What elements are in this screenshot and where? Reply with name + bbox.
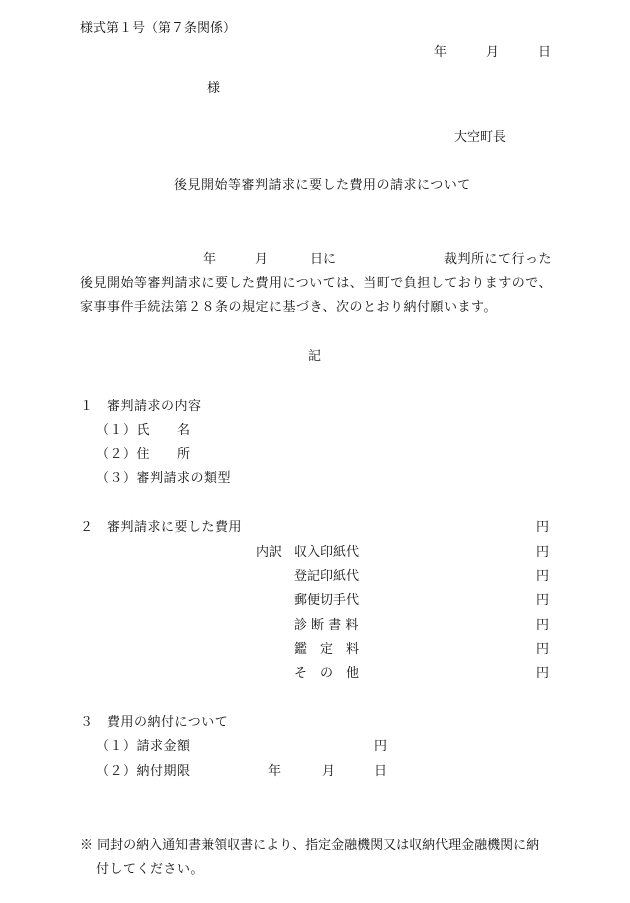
cost-item-unit: 円 xyxy=(536,545,550,560)
ki-heading: 記 xyxy=(308,349,322,364)
section1-heading: １ 審判請求の内容 xyxy=(80,399,202,414)
cost-item-unit: 円 xyxy=(536,569,550,584)
due-month: 月 xyxy=(322,764,336,779)
section1-item-address: （２）住 所 xyxy=(96,447,191,462)
document-title: 後見開始等審判請求に要した費用の請求について xyxy=(174,178,471,193)
date-month: 月 xyxy=(486,45,500,60)
cost-item-unit: 円 xyxy=(536,642,550,657)
cost-item-unit: 円 xyxy=(536,618,550,633)
body-line-2: 後見開始等審判請求に要した費用については、当町で負担しておりますので、 xyxy=(80,276,552,291)
breakdown-label: 内訳 xyxy=(256,545,283,560)
date-year: 年 xyxy=(434,45,448,60)
cost-item-label: 収入印紙代 xyxy=(294,545,360,560)
body-court: 裁判所にて行った xyxy=(444,252,553,267)
sender-name: 大空町長 xyxy=(454,130,507,145)
body-year: 年 xyxy=(203,252,217,267)
cost-item-label: そ の 他 xyxy=(294,666,360,681)
amount-label: （１）請求金額 xyxy=(96,739,191,754)
cost-item-label: 診 断 書 料 xyxy=(294,618,359,633)
cost-item-label: 鑑 定 料 xyxy=(294,642,360,657)
note-line-1: ※ 同封の納入通知書兼領収書により、指定金融機関又は収納代理金融機関に納 xyxy=(80,838,540,853)
date-day: 日 xyxy=(538,45,552,60)
form-number: 様式第１号（第７条関係） xyxy=(80,21,237,36)
amount-unit: 円 xyxy=(374,739,388,754)
due-day: 日 xyxy=(374,764,388,779)
cost-item-unit: 円 xyxy=(536,593,550,608)
body-month: 月 xyxy=(255,252,269,267)
due-label: （２）納付期限 xyxy=(96,764,191,779)
section2-heading: ２ 審判請求に要した費用 xyxy=(80,520,243,535)
note-line-2: 付してください。 xyxy=(96,862,205,877)
section2-total-unit: 円 xyxy=(536,520,550,535)
cost-item-label: 登記印紙代 xyxy=(294,569,360,584)
addressee-suffix: 様 xyxy=(207,81,221,96)
due-year: 年 xyxy=(268,764,282,779)
section1-item-type: （３）審判請求の類型 xyxy=(96,471,232,486)
body-line-3: 家事事件手続法第２８条の規定に基づき、次のとおり納付願います。 xyxy=(80,300,497,315)
section1-item-name: （１）氏 名 xyxy=(96,423,191,438)
cost-item-unit: 円 xyxy=(536,666,550,681)
section3-heading: ３ 費用の納付について xyxy=(80,715,229,730)
cost-item-label: 郵便切手代 xyxy=(294,593,360,608)
body-day: 日に xyxy=(310,252,337,267)
